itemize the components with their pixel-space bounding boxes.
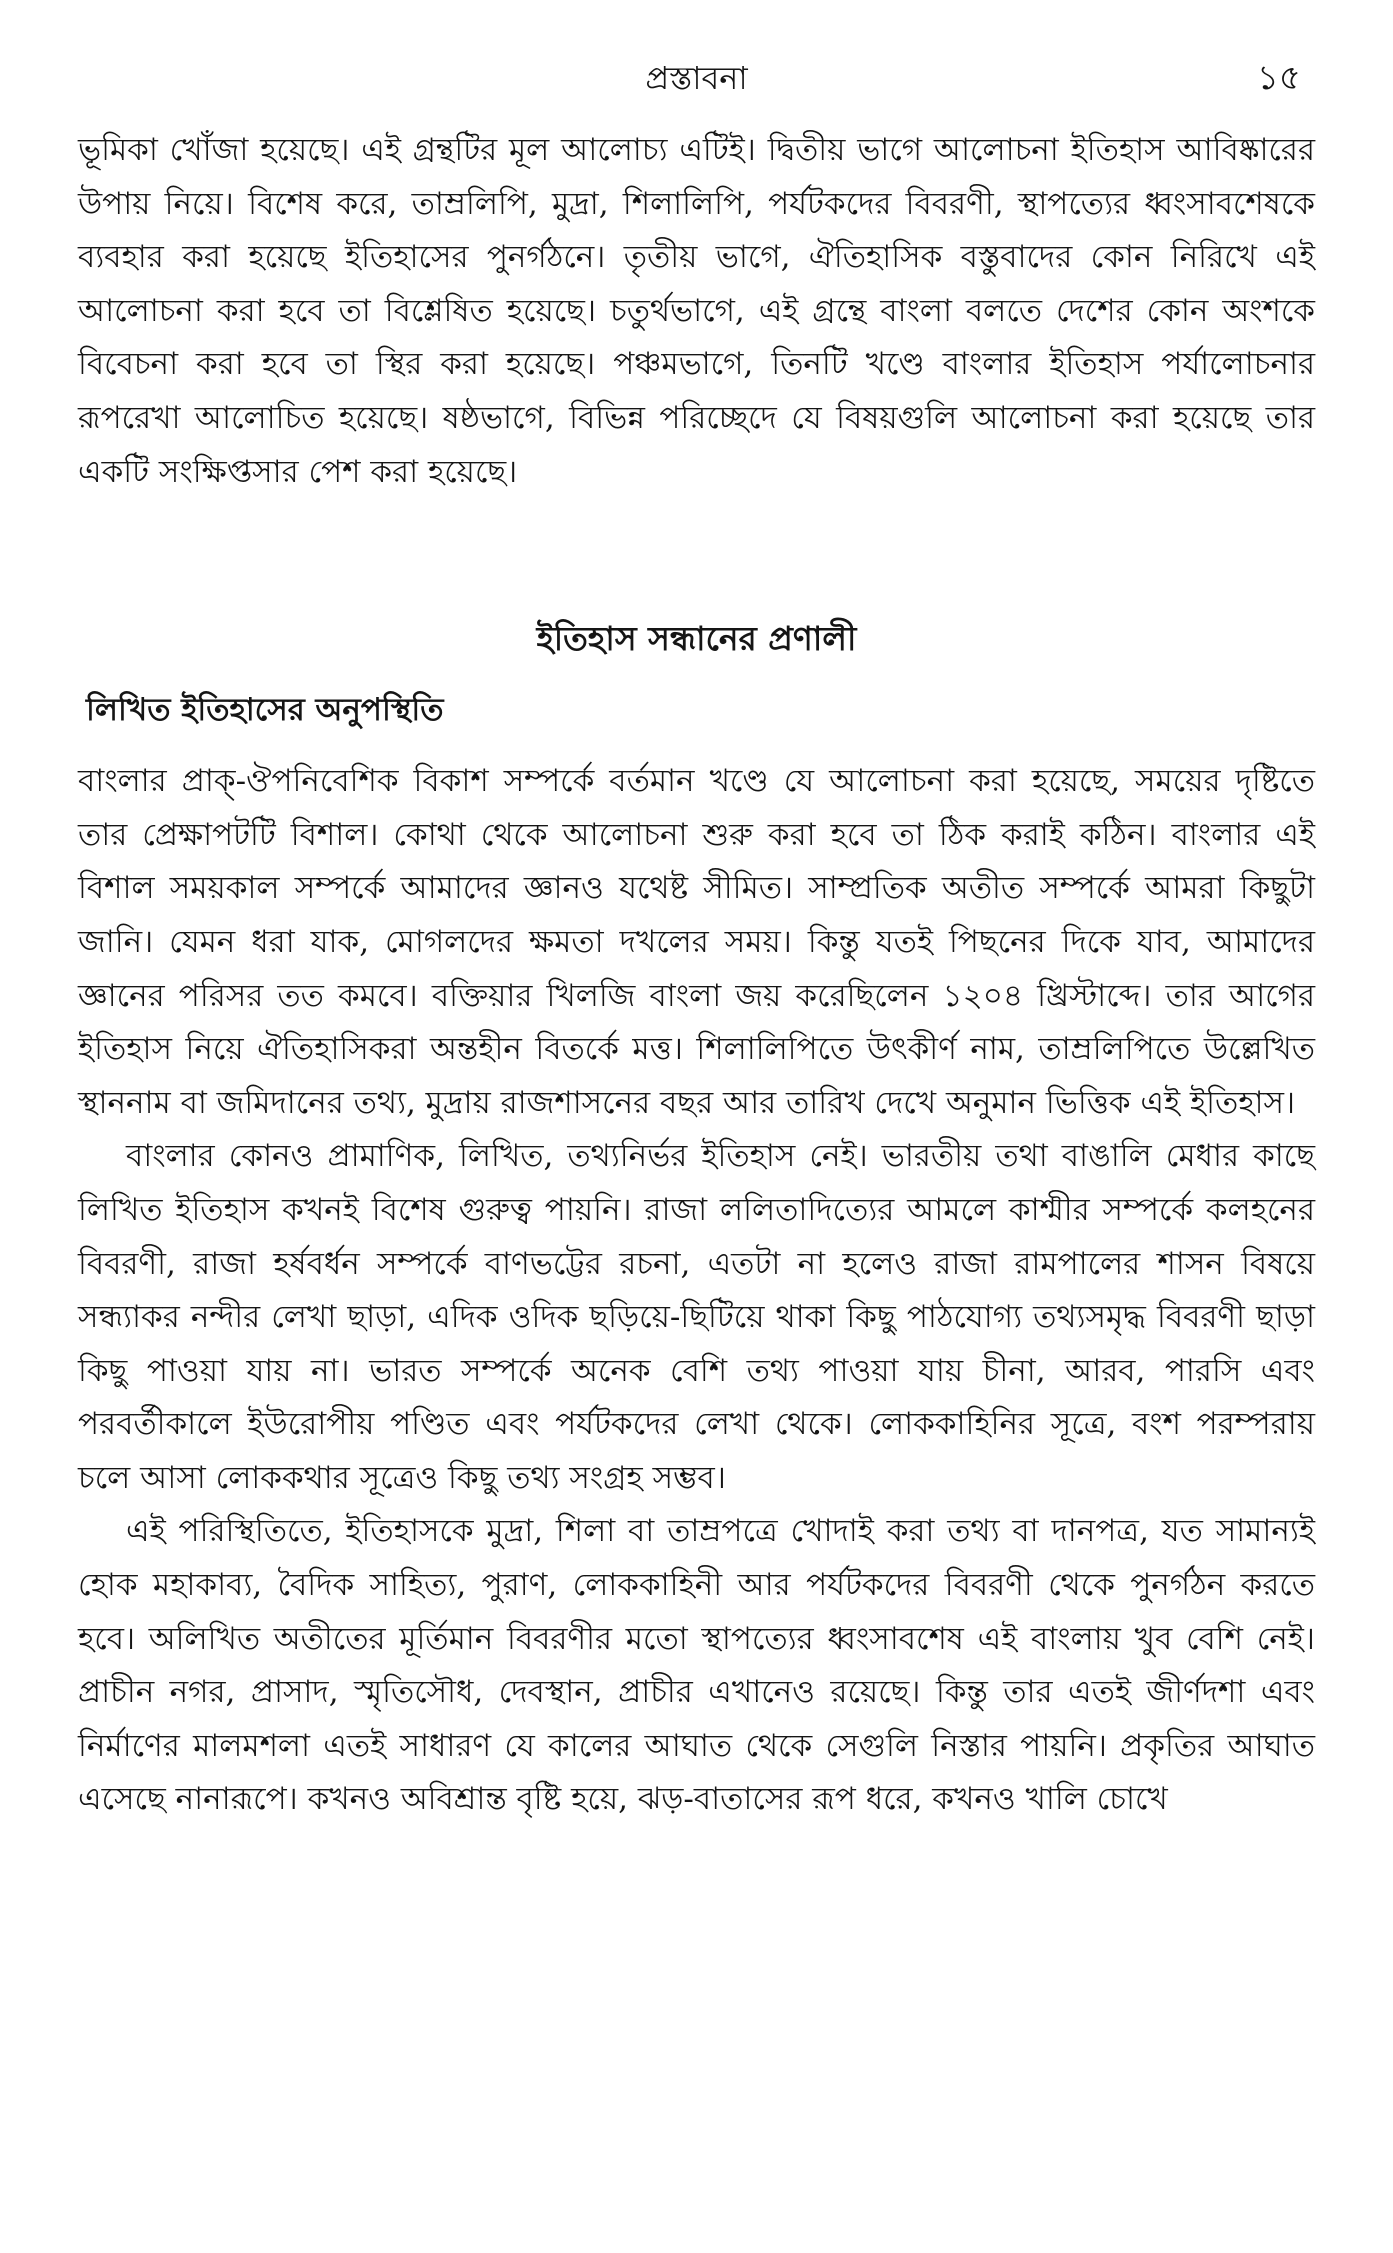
- body-paragraph-1: বাংলার প্রাক্-ঔপনিবেশিক বিকাশ সম্পর্কে বর্তমান খণ্ডে যে আলোচনা করা হয়েছে, সময়ের দৃষ্টিতে তার প্রেক্ষাপটটি বিশাল। কোথা থেকে আলোচনা শুরু করা হবে তা ঠিক করাই কঠিন। বাংলার এই বিশাল সময়কাল সম্পর্কে আমাদের জ্ঞানও যথেষ্ট সীমিত। সাম্প্রতিক অতীত সম্পর্কে আমরা কিছুটা জানি। যেমন ধরা যাক, মোগলদের ক্ষমতা দখলের সময়। কিন্তু যতই পিছনের দিকে যাব, আমাদের জ্ঞানের পরিসর তত কমবে। বক্তিয়ার খিলজি বাংলা জয় করেছিলেন ১২০৪ খ্রিস্টাব্দে। তার আগের ইতিহাস নিয়ে ঐতিহাসিকরা অন্তহীন বিতর্কে মত্ত। শিলালিপিতে উৎকীর্ণ নাম, তাম্রলিপিতে উল্লেখিত স্থাননাম বা জমিদানের তথ্য, মুদ্রায় রাজশাসনের বছর আর তারিখ দেখে অনুমান ভিত্তিক এই ইতিহাস।: [78, 763, 1315, 1121]
- body-paragraph-2: বাংলার কোনও প্রামাণিক, লিখিত, তথ্যনির্ভর ইতিহাস নেই। ভারতীয় তথা বাঙালি মেধার কাছে লিখিত ইতিহাস কখনই বিশেষ গুরুত্ব পায়নি। রাজা ললিতাদিত্যের আমলে কাশ্মীর সম্পর্কে কলহনের বিবরণী, রাজা হর্ষবর্ধন সম্পর্কে বাণভট্টের রচনা, এতটা না হলেও রাজা রামপালের শাসন বিষয়ে সন্ধ্যাকর নন্দীর লেখা ছাড়া, এদিক ওদিক ছড়িয়ে-ছিটিয়ে থাকা কিছু পাঠযোগ্য তথ্যসমৃদ্ধ বিবরণী ছাড়া কিছু পাওয়া যায় না। ভারত সম্পর্কে অনেক বেশি তথ্য পাওয়া যায় চীনা, আরব, পারসি এবং পরবর্তীকালে ইউরোপীয় পণ্ডিত এবং পর্যটকদের লেখা থেকে। লোককাহিনির সূত্রে, বংশ পরম্পরায় চলে আসা লোককথার সূত্রেও কিছু তথ্য সংগ্রহ সম্ভব।: [78, 1138, 1315, 1496]
- body-paragraph-3: এই পরিস্থিতিতে, ইতিহাসকে মুদ্রা, শিলা বা তাম্রপত্রে খোদাই করা তথ্য বা দানপত্র, যত সামান্যই হোক মহাকাব্য, বৈদিক সাহিত্য, পুরাণ, লোককাহিনী আর পর্যটকদের বিবরণী থেকে পুনর্গঠন করতে হবে। অলিখিত অতীতের মূর্তিমান বিবরণীর মতো স্থাপত্যের ধ্বংসাবশেষ এই বাংলায় খুব বেশি নেই। প্রাচীন নগর, প্রাসাদ, স্মৃতিসৌধ, দেবস্থান, প্রাচীর এখানেও রয়েছে। কিন্তু তার এতই জীর্ণদশা এবং নির্মাণের মালমশলা এতই সাধারণ যে কালের আঘাত থেকে সেগুলি নিস্তার পায়নি। প্রকৃতির আঘাত এসেছে নানারূপে। কখনও অবিশ্রান্ত বৃষ্টি হয়ে, ঝড়-বাতাসের রূপ ধরে, কখনও খালি চোখে: [78, 1513, 1315, 1818]
- running-title: প্রস্তাবনা: [645, 59, 748, 97]
- section-heading: ইতিহাস সন্ধানের প্রণালী: [536, 619, 857, 659]
- intro-paragraph: ভূমিকা খোঁজা হয়েছে। এই গ্রন্থটির মূল আলোচ্য এটিই। দ্বিতীয় ভাগে আলোচনা ইতিহাস আবিষ্কারের উপায় নিয়ে। বিশেষ করে, তাম্রলিপি, মুদ্রা, শিলালিপি, পর্যটকদের বিবরণী, স্থাপত্যের ধ্বংসাবশেষকে ব্যবহার করা হয়েছে ইতিহাসের পুনর্গঠনে। তৃতীয় ভাগে, ঐতিহাসিক বস্তুবাদের কোন নিরিখে এই আলোচনা করা হবে তা বিশ্লেষিত হয়েছে। চতুর্থভাগে, এই গ্রন্থে বাংলা বলতে দেশের কোন অংশকে বিবেচনা করা হবে তা স্থির করা হয়েছে। পঞ্চমভাগে, তিনটি খণ্ডে বাংলার ইতিহাস পর্যালোচনার রূপরেখা আলোচিত হয়েছে। ষষ্ঠভাগে, বিভিন্ন পরিচ্ছেদে যে বিষয়গুলি আলোচনা করা হয়েছে তার একটি সংক্ষিপ্তসার পেশ করা হয়েছে।: [78, 132, 1315, 490]
- subheading: লিখিত ইতিহাসের অনুপস্থিতি: [86, 692, 444, 729]
- page-number: ১৫: [1256, 58, 1301, 98]
- running-head: [78, 58, 1315, 118]
